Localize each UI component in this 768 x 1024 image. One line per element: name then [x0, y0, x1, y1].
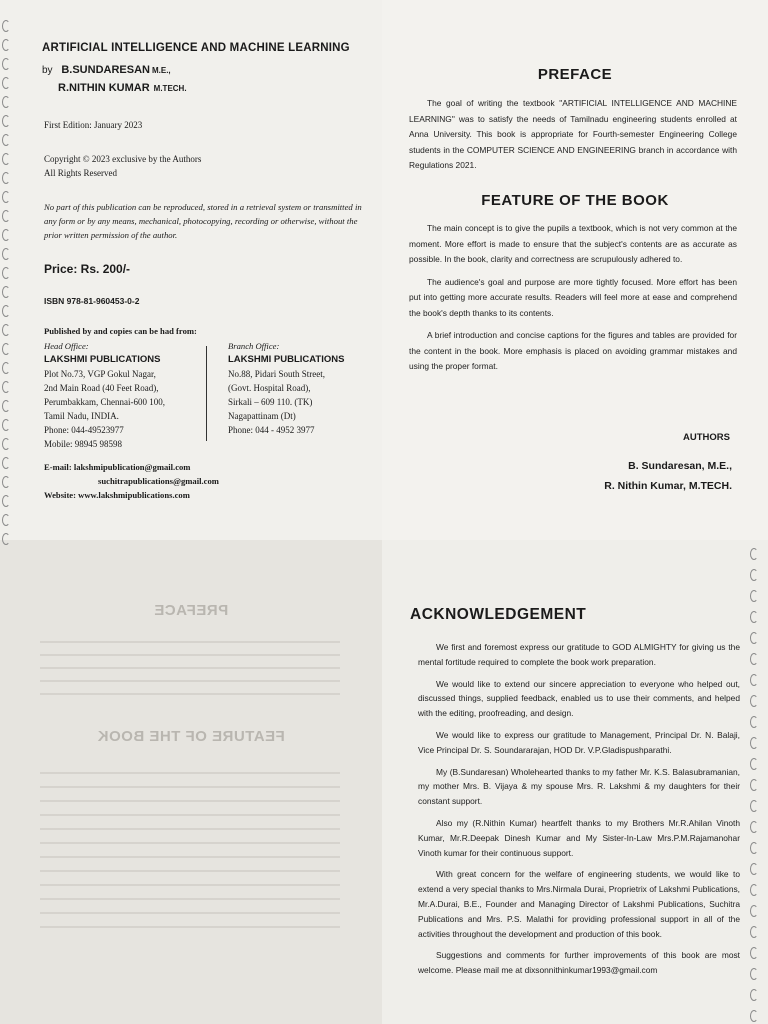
binding-ring [2, 343, 10, 355]
binding-ring [750, 758, 758, 770]
head-office-line: Phone: 044-49523977 [44, 425, 124, 435]
acknowledgement-paragraph: We would like to extend our sincere appreciation to everyone who helped out, discussed things, supplied feedback, enabled us to use their comments, and helped with the editing, proofreading, and design. [418, 678, 740, 719]
feature-text [409, 221, 737, 382]
branch-office [228, 340, 378, 437]
binding-ring [2, 210, 10, 222]
office-divider [206, 346, 207, 441]
binding-ring [750, 779, 758, 791]
binding-ring [2, 305, 10, 317]
binding-ring [2, 96, 10, 108]
head-office [44, 340, 204, 451]
branch-office-label: Branch Office: [228, 341, 280, 351]
binding-ring [750, 737, 758, 749]
binding-ring [750, 968, 758, 980]
ghost-feature-title: FEATURE OF THE BOOK [97, 728, 285, 745]
head-office-line: 2nd Main Road (40 Feet Road), [44, 383, 159, 393]
acknowledgement-paragraph: Suggestions and comments for further improvements of this book are most welcome. Please mail me at dixsonnithinkumar1993@gmail.com [418, 950, 740, 976]
author-line-1 [42, 64, 171, 76]
acknowledgement-paragraph: With great concern for the welfare of engineering students, we would like to extend a very special thanks to Mrs.Nirmala Durai, Proprietrix of Lakshmi Publications, Mr.A.Durai, B.E., Founder and Managing Director of Lakshmi Publications, Suchitra Publications and Mrs. P.S. Malathi for providing professional support in all of the activities throughout the development and production of this book. [418, 869, 740, 939]
book-title: ARTIFICIAL INTELLIGENCE AND MACHINE LEARNING [42, 42, 350, 54]
signature-2: R. Nithin Kumar, M.TECH. [604, 480, 732, 492]
binding-ring [2, 419, 10, 431]
binding-ring [750, 905, 758, 917]
binding-ring [2, 438, 10, 450]
bleed-through-page [0, 540, 382, 1024]
binding-ring [2, 324, 10, 336]
binding-ring [2, 286, 10, 298]
binding-ring [2, 20, 10, 32]
binding-ring [2, 362, 10, 374]
ghost-text-block [40, 760, 340, 930]
email-2[interactable]: suchitrapublications@gmail.com [98, 476, 219, 486]
binding-ring [2, 39, 10, 51]
binding-ring [750, 884, 758, 896]
preface-paragraph: The goal of writing the textbook "ARTIFICIAL INTELLIGENCE AND MACHINE LEARNING" was to satisfy the needs of Tamilnadu engineering students enrolled at Anna University. This book is appropriate for Fourth-semester Engineering College students in the COMPUTER SCIENCE AND ENGINEERING branch in accordance with Regulations 2021. [409, 98, 737, 170]
acknowledgement-paragraph: My (B.Sundaresan) Wholehearted thanks to my father Mr. K.S. Balasubramanian, my mother Mrs. B. Vijaya & my spouse Mrs. R. Lakshmi & my daughters for their constant support. [418, 766, 740, 807]
price: Price: Rs. 200/- [44, 262, 131, 276]
binding-ring [2, 115, 10, 127]
acknowledgement-paragraph: We would like to express our gratitude to Management, Principal Dr. N. Balaji, Vice Principal Dr. S. Soundararajan, HOD Dr. V.P.Gladispushparathi. [418, 729, 740, 755]
signature-1: B. Sundaresan, M.E., [628, 460, 732, 472]
binding-ring [750, 611, 758, 623]
binding-ring [2, 476, 10, 488]
email-label: E-mail: [44, 462, 72, 472]
acknowledgement-title: ACKNOWLEDGEMENT [410, 606, 587, 623]
branch-office-line: No.88, Pidari South Street, [228, 369, 325, 379]
contact-block [44, 460, 219, 502]
copyright-page [0, 0, 382, 540]
binding-ring [750, 569, 758, 581]
rights-line: All Rights Reserved [44, 168, 117, 178]
binding-ring [750, 926, 758, 938]
branch-office-line: Nagapattinam (Dt) [228, 411, 296, 421]
reproduction-notice: No part of this publication can be reproduced, stored in a retrieval system or transmitted in any form or by any means, mechanical, photocopying, recording or otherwise, without the prior written permission of the author. [44, 202, 362, 240]
authors-label: AUTHORS [683, 432, 730, 443]
edition-line: First Edition: January 2023 [44, 120, 143, 130]
binding-ring [750, 632, 758, 644]
binding-ring [750, 695, 758, 707]
binding-ring [750, 653, 758, 665]
ghost-preface-title: PREFACE [153, 602, 229, 619]
author2-degree: M.TECH. [153, 84, 187, 93]
binding-ring [750, 1010, 758, 1022]
binding-ring [750, 674, 758, 686]
binding-ring [2, 134, 10, 146]
binding-ring [2, 229, 10, 241]
binding-ring [2, 381, 10, 393]
published-by: Published by and copies can be had from: [44, 326, 197, 336]
acknowledgement-text [418, 640, 740, 985]
copyright-line: Copyright © 2023 exclusive by the Authors [44, 154, 202, 164]
binding-ring [750, 716, 758, 728]
head-office-line: Plot No.73, VGP Gokul Nagar, [44, 369, 156, 379]
by-label: by [42, 65, 53, 76]
head-office-name: LAKSHMI PUBLICATIONS [44, 354, 161, 365]
head-office-line: Mobile: 98945 98598 [44, 439, 122, 449]
binding-ring [750, 821, 758, 833]
website-link[interactable]: www.lakshmipublications.com [78, 490, 190, 500]
head-office-line: Perumbakkam, Chennai-600 100, [44, 397, 165, 407]
acknowledgement-paragraph: We first and foremost express our gratitude to GOD ALMIGHTY for giving us the mental fortitude required to complete the book work preparation. [418, 642, 740, 667]
binding-ring [750, 989, 758, 1001]
acknowledgement-paragraph: Also my (R.Nithin Kumar) heartfelt thanks to my Brothers Mr.R.Ahilan Vinoth Kumar, Mr.R.Deepak Dinesh Kumar and My Sister-In-Law Mrs.P.M.Rajamanohar Vinoth kumar for their continuous support. [418, 817, 740, 858]
acknowledgement-page [382, 540, 768, 1024]
author-line-2 [58, 82, 187, 94]
ghost-text-block [40, 630, 340, 700]
binding-ring [2, 495, 10, 507]
binding-ring [750, 800, 758, 812]
branch-office-line: (Govt. Hospital Road), [228, 383, 311, 393]
author1-degree: M.E., [151, 66, 171, 75]
binding-ring [2, 153, 10, 165]
binding-ring [750, 863, 758, 875]
binding-ring [2, 172, 10, 184]
binding-ring [750, 947, 758, 959]
binding-ring [750, 842, 758, 854]
branch-office-line: Sirkali – 609 110. (TK) [228, 397, 313, 407]
feature-title: FEATURE OF THE BOOK [481, 192, 669, 209]
feature-paragraph: The audience's goal and purpose are more tightly focused. More effort has been put into getting more accurate results. Readers will feel more at ease and comprehend the book's depth thanks to its contents. [409, 276, 737, 318]
branch-office-name: LAKSHMI PUBLICATIONS [228, 354, 345, 365]
binding-ring [2, 400, 10, 412]
preface-page [382, 0, 768, 540]
preface-title: PREFACE [537, 66, 613, 83]
binding-ring [2, 457, 10, 469]
head-office-line: Tamil Nadu, INDIA. [44, 411, 119, 421]
binding-ring [2, 267, 10, 279]
binding-ring [2, 248, 10, 260]
binding-ring [2, 77, 10, 89]
head-office-label: Head Office: [44, 341, 89, 351]
feature-paragraph: The main concept is to give the pupils a textbook, which is not very common at the moment. More effort is made to ensure that the subject's contents are as accurate as possible. In the book, clarity and correctness are scrupulously adhered to. [409, 223, 737, 264]
branch-office-line: Phone: 044 - 4952 3977 [228, 425, 315, 435]
binding-ring [750, 590, 758, 602]
author1-name: B.SUNDARESAN [61, 64, 150, 76]
binding-ring [750, 548, 758, 560]
binding-ring [2, 514, 10, 526]
binding-ring [2, 533, 10, 545]
binding-ring [2, 58, 10, 70]
binding-ring [2, 191, 10, 203]
author2-name: R.NITHIN KUMAR [58, 82, 150, 94]
preface-text [409, 96, 737, 181]
isbn: ISBN 978-81-960453-0-2 [44, 296, 140, 306]
website-label: Website: [44, 490, 76, 500]
feature-paragraph: A brief introduction and concise captions for the figures and tables are provided for the content in the book. More emphasis is placed on avoiding grammar mistakes and using the proper format. [409, 330, 737, 371]
email-1[interactable]: lakshmipublication@gmail.com [73, 462, 191, 472]
